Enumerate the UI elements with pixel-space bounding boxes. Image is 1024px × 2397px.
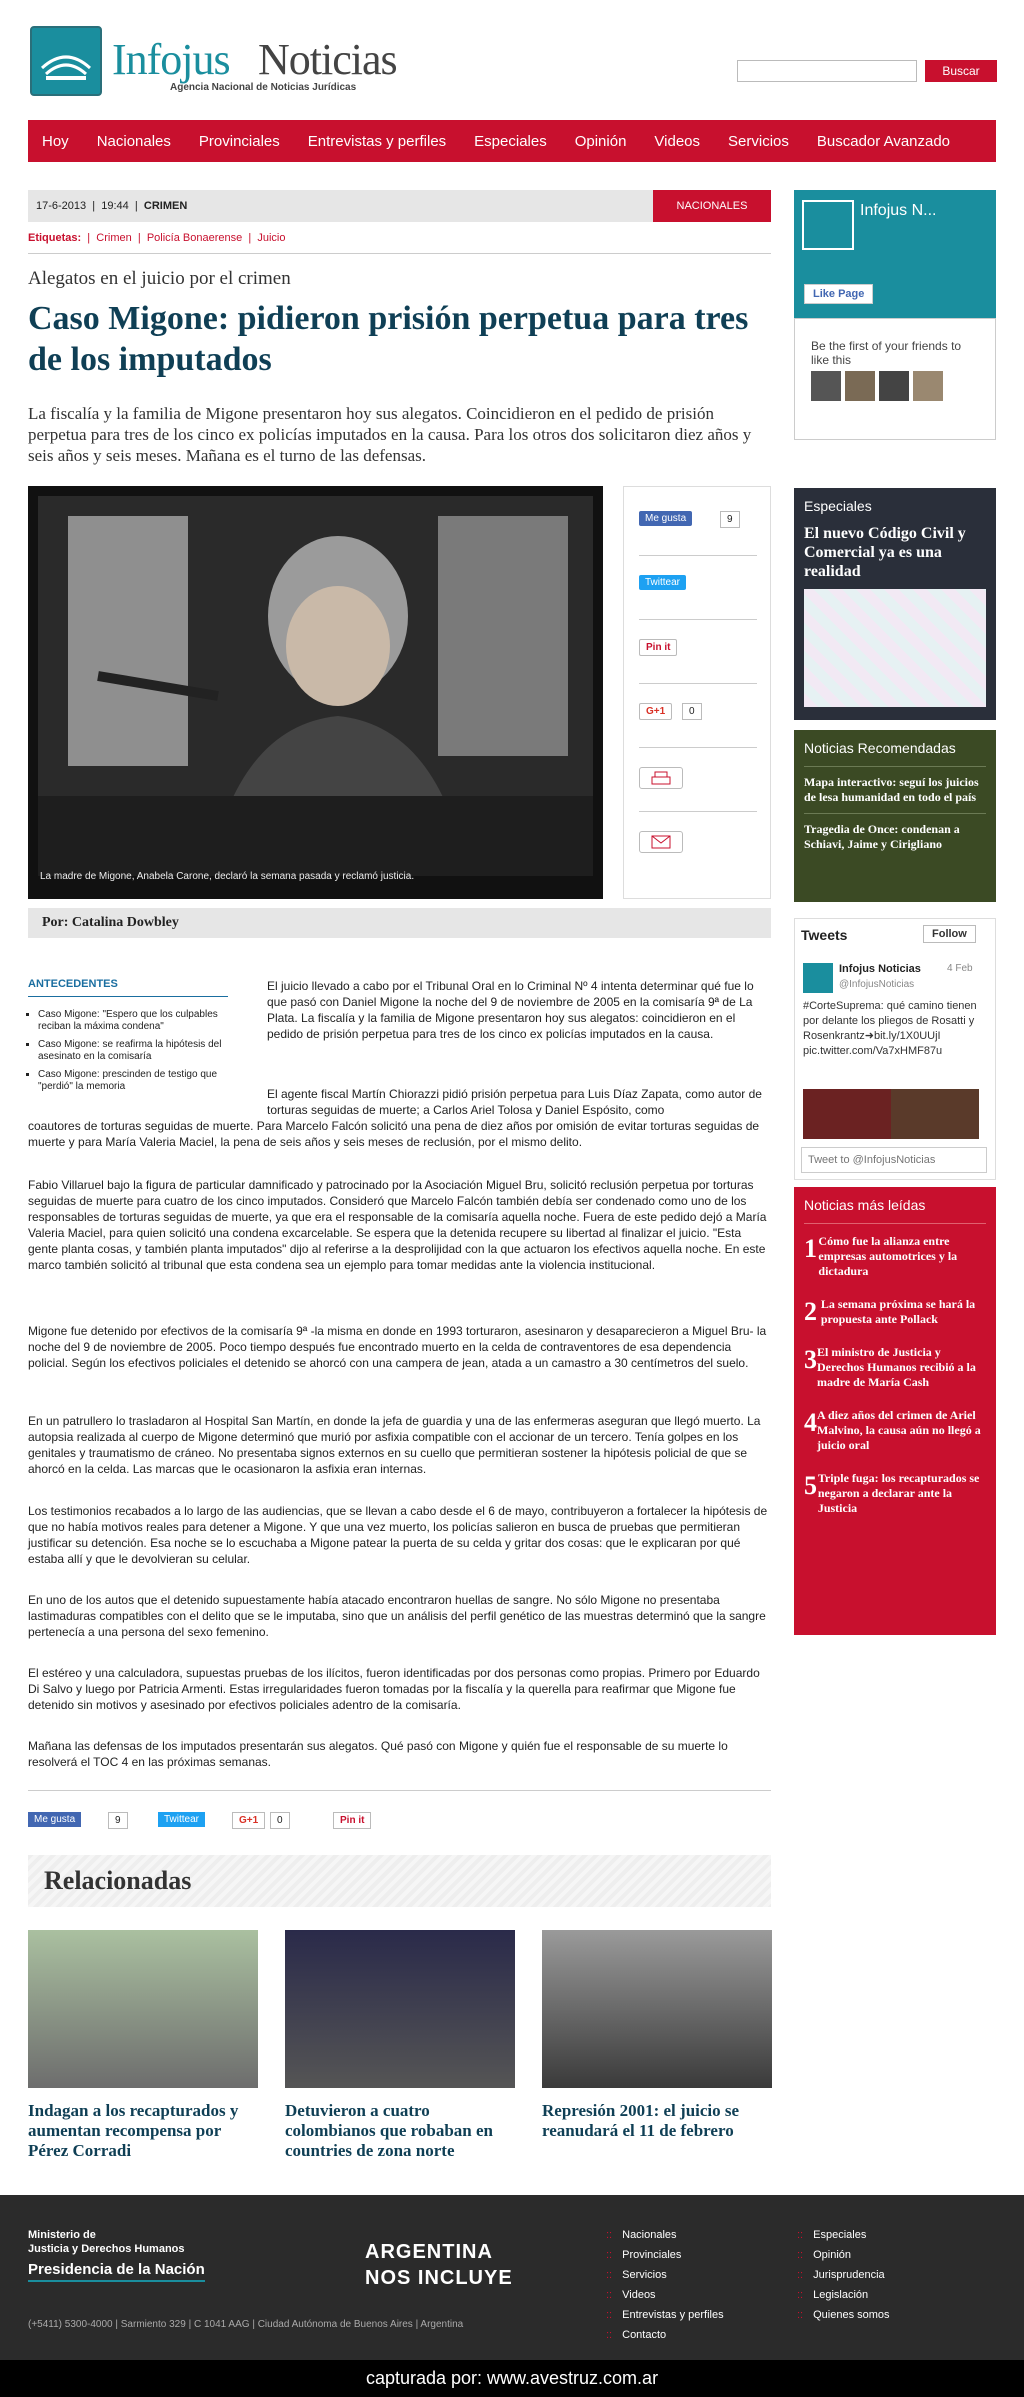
mas-leidas-heading: Noticias más leídas bbox=[804, 1197, 926, 1213]
footer-address: (+5411) 5300-4000 | Sarmiento 329 | C 1041 AAG | Ciudad Autónoma de Buenos Aires | Argentina bbox=[28, 2319, 464, 2330]
pinterest-button[interactable]: Pin it bbox=[333, 1812, 371, 1829]
presidency-logo[interactable]: Presidencia de la Nación bbox=[28, 2261, 205, 2282]
footer-link[interactable]: Videos bbox=[622, 2289, 656, 2301]
article-date: 17-6-2013 bbox=[36, 200, 87, 212]
divider bbox=[28, 253, 771, 254]
tweet-compose-input[interactable] bbox=[801, 1147, 987, 1173]
facebook-like-button[interactable]: Me gusta bbox=[28, 1812, 81, 1827]
mas-leida-link[interactable]: Triple fuga: los recapturados se negaron a declarar ante la Justicia bbox=[817, 1471, 980, 1515]
nav-item-especiales[interactable]: Especiales bbox=[474, 132, 547, 150]
related-headline[interactable]: Represión 2001: el juicio se reanudará el 11 de febrero bbox=[542, 2101, 740, 2140]
search-button[interactable]: Buscar bbox=[925, 60, 997, 82]
print-icon[interactable] bbox=[639, 767, 683, 789]
tag-link[interactable]: Crimen bbox=[96, 232, 132, 244]
nav-item-provinciales[interactable]: Provinciales bbox=[198, 132, 280, 150]
article-section: CRIMEN bbox=[143, 200, 188, 212]
body-paragraph: Migone fue detenido por efectivos de la comisaría 9ª -la misma en donde en 1993 torturaron, asesinaron y desaparecieron a Miguel Bru- la noche del 9 de noviembre de 2005. Poco tiempo después fue encontrado muerto en la celda de contraventores de esa dependencia policial. Según los efectivos policiales el detenido se ahorcó con una campera de jean, atada a un camastro a 30 centímetros del suelo. bbox=[28, 1324, 767, 1370]
divider bbox=[28, 1790, 771, 1791]
list-item: 3 El ministro de Justicia y Derechos Humanos recibió a la madre de María Cash bbox=[794, 1327, 996, 1390]
share-panel bbox=[623, 486, 771, 899]
footer-links-2: :: Especiales :: Opinión :: Jurisprudencia :: Legislación :: Quienes somos bbox=[797, 2229, 890, 2321]
list-item: 2 La semana próxima se hará la propuesta ante Pollack bbox=[794, 1279, 996, 1327]
body-paragraph: coautores de torturas seguidas de muerte. Para Marcelo Falcón solicitó una pena de diez años por omisión de evitar torturas seguidas de muerte y para María Valeria Maciel, la pena de seis años y seis meses de reclusión, por el mismo delito. bbox=[28, 1119, 760, 1149]
body-paragraph: En un patrullero lo trasladaron al Hospital San Martín, en donde la jefa de guardia y una de las enfermeras aseguran que llegó muerto. La autopsia realizada al cuerpo de Migone determinó que murió por asfixia compatible con el accionar de un tercero. Tenía golpes en los genitales y traumatismo de cráneo. No presentaba signos externos en su cuello que permitieran sostener la hipótesis policial de que se ahorcó en la celda. Las marcas que le ocasionaron la asfixia eran internas. bbox=[28, 1414, 761, 1476]
tweet-date[interactable]: 4 Feb bbox=[947, 963, 973, 974]
especiales-widget bbox=[794, 488, 996, 720]
twitter-follow-button[interactable]: Follow bbox=[923, 925, 976, 943]
especiales-image[interactable] bbox=[804, 589, 986, 707]
gplus-count: 0 bbox=[682, 703, 702, 720]
related-headline[interactable]: Detuvieron a cuatro colombianos que robaban en countries de zona norte bbox=[285, 2101, 493, 2160]
body-paragraph: Fabio Villaruel bajo la figura de particular damnificado y patrocinado por la Asociación Miguel Bru, solicitó reclusión perpetua por torturas seguidas de muerte para cuatro de los cinco imputados. Consideró que Marcelo Falcón también debía ser condenado como uno de los responsables de torturas seguidas de muerte, ya que era el responsable de la comisaría aquella noche. Fuera de este pedido dejó a María Valeria Maciel, para quien solicitó una condena excarcelable. Se espera que la detenida recupere su libertad al finalizar el juicio. "Esta gente planta cosas, y también planta imputados" dijo al referirse a la desprolijidad con la que actuaron los efectivos aquella noche. En este marco también solicitó al tribunal que esta condena sea un ejemplo para tomar medidas ante la violencia institucional. bbox=[28, 1178, 767, 1272]
fb-like-page-button[interactable]: Like Page bbox=[804, 284, 873, 304]
footer-link[interactable]: Provinciales bbox=[622, 2249, 682, 2261]
related-image[interactable] bbox=[285, 1930, 515, 2088]
antecedentes-title: ANTECEDENTES bbox=[28, 978, 118, 990]
mas-leidas-widget bbox=[794, 1187, 996, 1635]
like-count: 9 bbox=[720, 511, 740, 528]
infojus-logo-icon[interactable] bbox=[30, 26, 102, 96]
divider bbox=[639, 747, 757, 748]
tweets-heading: Tweets bbox=[801, 927, 848, 943]
ministry-label: Ministerio de bbox=[28, 2229, 96, 2241]
tweet-author[interactable]: Infojus Noticias bbox=[839, 963, 921, 975]
like-count: 9 bbox=[108, 1812, 128, 1829]
article-photo[interactable] bbox=[28, 486, 603, 899]
footer-links-1: :: Nacionales :: Provinciales :: Servicios :: Videos :: Entrevistas y perfiles :: Contacto bbox=[606, 2229, 724, 2341]
gplus-count: 0 bbox=[270, 1812, 290, 1829]
list-item: 5 Triple fuga: los recapturados se negaron a declarar ante la Justicia bbox=[794, 1453, 996, 1516]
tag-link[interactable]: Policía Bonaerense bbox=[146, 232, 243, 244]
main-nav bbox=[28, 120, 996, 162]
antecedente-link[interactable]: ▪ Caso Migone: se reafirma la hipótesis del asesinato en la comisaría bbox=[38, 1039, 228, 1063]
infojus-logo-icon bbox=[802, 200, 854, 250]
tweet-image[interactable] bbox=[803, 1089, 979, 1139]
footer-link[interactable]: Legislación bbox=[813, 2289, 869, 2301]
nav-item-buscador[interactable]: Buscador Avanzado bbox=[816, 132, 951, 150]
body-paragraph: El estéreo y una calculadora, supuestas pruebas de los ilícitos, fueron identificadas por dos personas como propias. Primero por Eduardo Di Salvo y luego por Patricia Armenti. Estas irregularidades fueron tomadas por la fiscalía y la querella para reafirmar que Migone fue detenido sin motivos y asesinado por efectivos policiales adentro de la comisaría. bbox=[28, 1666, 760, 1712]
footer-link[interactable]: Opinión bbox=[813, 2249, 852, 2261]
mas-leida-link[interactable]: Cómo fue la alianza entre empresas automotrices y la dictadura bbox=[818, 1234, 958, 1278]
tweet-button[interactable]: Twittear bbox=[158, 1812, 205, 1827]
divider bbox=[639, 683, 757, 684]
related-title: Relacionadas bbox=[28, 1855, 771, 1907]
list-item: 4 A diez años del crimen de Ariel Malvino, la causa aún no llegó a juicio oral bbox=[794, 1390, 996, 1453]
nav-item-entrevistas[interactable]: Entrevistas y perfiles bbox=[307, 132, 447, 150]
footer-link[interactable]: Nacionales bbox=[622, 2229, 677, 2241]
nav-item-hoy[interactable]: Hoy bbox=[42, 132, 69, 150]
article-lead: La fiscalía y la familia de Migone presentaron hoy sus alegatos. Coincidieron en el pedido de prisión perpetua para tres de los cinco ex policías imputados en la causa. Para los otros dos solicitaron diez años y seis años y seis meses. Mañana es el turno de las defensas. bbox=[28, 404, 752, 465]
nav-item-opinion[interactable]: Opinión bbox=[574, 132, 627, 150]
article-kicker: Alegatos en el juicio por el crimen bbox=[28, 268, 291, 289]
fb-friends-text: Be the first of your friends to like this bbox=[811, 339, 962, 367]
capture-credit: capturada por: www.avestruz.com.ar bbox=[0, 2360, 1024, 2397]
email-icon[interactable] bbox=[639, 831, 683, 853]
footer-link[interactable]: Quienes somos bbox=[813, 2309, 890, 2321]
google-plus-button[interactable]: G+1 bbox=[232, 1812, 265, 1829]
divider bbox=[639, 619, 757, 620]
divider bbox=[639, 811, 757, 812]
avatar bbox=[845, 371, 875, 401]
google-plus-button[interactable]: G+1 bbox=[639, 703, 672, 720]
especiales-title[interactable]: El nuevo Código Civil y Comercial ya es una realidad bbox=[804, 525, 966, 580]
recomendadas-heading: Noticias Recomendadas bbox=[804, 740, 956, 756]
body-paragraph: El juicio llevado a cabo por el Tribunal Oral en lo Criminal Nº 4 intenta determinar qué fue lo que pasó con Daniel Migone la noche del 9 de noviembre de 2005 en la comisaría 9ª de La Plata. La fiscalía y la familia de Migone presentaron hoy sus alegatos: coincidieron en el pedido de prisión perpetua para tres de los cinco ex policías imputados en la causa. bbox=[267, 979, 754, 1041]
brand-name[interactable]: Infojus bbox=[112, 35, 230, 84]
brand-name-secondary[interactable]: Noticias bbox=[258, 35, 397, 84]
body-paragraph: En uno de los autos que el detenido supuestamente había atacado encontraron huellas de sangre. No sólo Migone no presentaba lastimaduras compatibles con el delito que se le imputaba, sino que un análisis del perfil genético de las muestras determinó que la sangre pertenecía a una persona del sexo femenino. bbox=[28, 1593, 766, 1639]
photo-image bbox=[38, 496, 593, 876]
related-headline[interactable]: Indagan a los recapturados y aumentan recompensa por Pérez Corradi bbox=[28, 2101, 239, 2160]
footer-link[interactable]: Entrevistas y perfiles bbox=[622, 2309, 724, 2321]
fb-friends-box bbox=[794, 318, 996, 440]
avatar bbox=[913, 371, 943, 401]
brand-tagline: Agencia Nacional de Noticias Jurídicas bbox=[170, 82, 357, 93]
avatar bbox=[803, 963, 833, 993]
especiales-heading: Especiales bbox=[804, 498, 872, 514]
antecedentes-list bbox=[28, 996, 228, 1099]
search-input[interactable] bbox=[737, 60, 917, 82]
tag-link[interactable]: Juicio bbox=[257, 232, 286, 244]
footer-link[interactable]: Servicios bbox=[622, 2269, 667, 2281]
pinterest-button[interactable]: Pin it bbox=[639, 639, 677, 656]
tweet-handle: @InfojusNoticias bbox=[839, 979, 915, 990]
article-title: Caso Migone: pidieron prisión perpetua para tres de los imputados bbox=[28, 300, 749, 378]
article-author: Por: Catalina Dowbley bbox=[28, 908, 771, 938]
argentina-logo-sub: NOS INCLUYE bbox=[365, 2267, 513, 2289]
nav-item-videos[interactable]: Videos bbox=[654, 132, 701, 150]
nav-item-nacionales[interactable]: Nacionales bbox=[96, 132, 171, 150]
mas-leidas-list bbox=[794, 1224, 996, 1516]
article-meta: 17-6-2013 | 19:44 | CRIMEN bbox=[28, 190, 771, 222]
body-paragraph: Mañana las defensas de los imputados presentarán sus alegatos. Qué pasó con Migone y quién fue el responsable de su muerte lo resolverá el TOC 4 en las próximas semanas. bbox=[28, 1739, 728, 1769]
avatar bbox=[811, 371, 841, 401]
recomendadas-widget bbox=[794, 730, 996, 902]
list-item: 1 Cómo fue la alianza entre empresas automotrices y la dictadura bbox=[794, 1224, 996, 1279]
twitter-widget bbox=[794, 918, 996, 1180]
body-paragraph: Los testimonios recabados a lo largo de las audiencias, que se llevan a cabo desde el 6 de mayo, contribuyeron a fortalecer la hipótesis de que no había motivos reales para detener a Migone. Y que una vez muerto, los policías salieron en busca de pruebas que permitieran justificar su detención. Esa noche se lo escuchaba a Migone patear la puerta de su celda y gritar dos cosas: que le explicaran por qué estaba allí y que le devolvieran su celular. bbox=[28, 1504, 768, 1566]
antecedente-link[interactable]: ▪ Caso Migone: prescinden de testigo que "perdió" la memoria bbox=[38, 1069, 228, 1093]
related-image[interactable] bbox=[28, 1930, 258, 2088]
argentina-logo: ARGENTINA bbox=[365, 2241, 493, 2263]
fb-page-name[interactable]: Infojus N... bbox=[860, 202, 937, 219]
category-badge[interactable]: NACIONALES bbox=[653, 190, 771, 222]
tweet-button[interactable]: Twittear bbox=[639, 575, 686, 590]
footer-link[interactable]: Contacto bbox=[622, 2329, 667, 2341]
mas-leida-link[interactable]: A diez años del crimen de Ariel Malvino, la causa aún no llegó a juicio oral bbox=[817, 1408, 981, 1452]
recomendada-link[interactable]: Tragedia de Once: condenan a Schiavi, Jaime y Cirigliano bbox=[804, 822, 960, 851]
body-paragraph: El agente fiscal Martín Chiorazzi pidió prisión perpetua para Luis Díaz Zapata, como autor de torturas seguidas de muerte; a Carlos Ariel Tolosa y Daniel Espósito, como bbox=[267, 1087, 762, 1117]
footer-link[interactable]: Jurisprudencia bbox=[813, 2269, 885, 2281]
ministry-label: Justicia y Derechos Humanos bbox=[28, 2243, 185, 2255]
antecedente-link[interactable]: ▪ Caso Migone: "Espero que los culpables reciban la máxima condena" bbox=[38, 1009, 228, 1033]
recomendada-link[interactable]: Mapa interactivo: seguí los juicios de lesa humanidad en todo el país bbox=[804, 775, 979, 804]
nav-item-servicios[interactable]: Servicios bbox=[728, 132, 789, 150]
divider bbox=[639, 555, 757, 556]
article-time: 19:44 bbox=[101, 200, 129, 212]
tags-label: Etiquetas: bbox=[28, 232, 82, 244]
mas-leida-link[interactable]: La semana próxima se hará la propuesta ante Pollack bbox=[820, 1297, 976, 1326]
mas-leida-link[interactable]: El ministro de Justicia y Derechos Humanos recibió a la madre de María Cash bbox=[817, 1345, 976, 1389]
avatar bbox=[879, 371, 909, 401]
facebook-like-button[interactable]: Me gusta bbox=[639, 511, 692, 526]
tags-row: Etiquetas: | Crimen | Policía Bonaerense | Juicio bbox=[28, 232, 286, 244]
photo-caption: La madre de Migone, Anabela Carone, declaró la semana pasada y reclamó justicia. bbox=[40, 871, 415, 882]
tweet-text: #CorteSuprema: qué camino tienen por delante los pliegos de Rosatti y Rosenkrantz➜bit.ly/1X0UUjI pic.twitter.com/Va7xHMF87u bbox=[803, 1000, 977, 1057]
facebook-page-widget bbox=[794, 190, 996, 318]
footer-link[interactable]: Especiales bbox=[813, 2229, 867, 2241]
related-image[interactable] bbox=[542, 1930, 772, 2088]
